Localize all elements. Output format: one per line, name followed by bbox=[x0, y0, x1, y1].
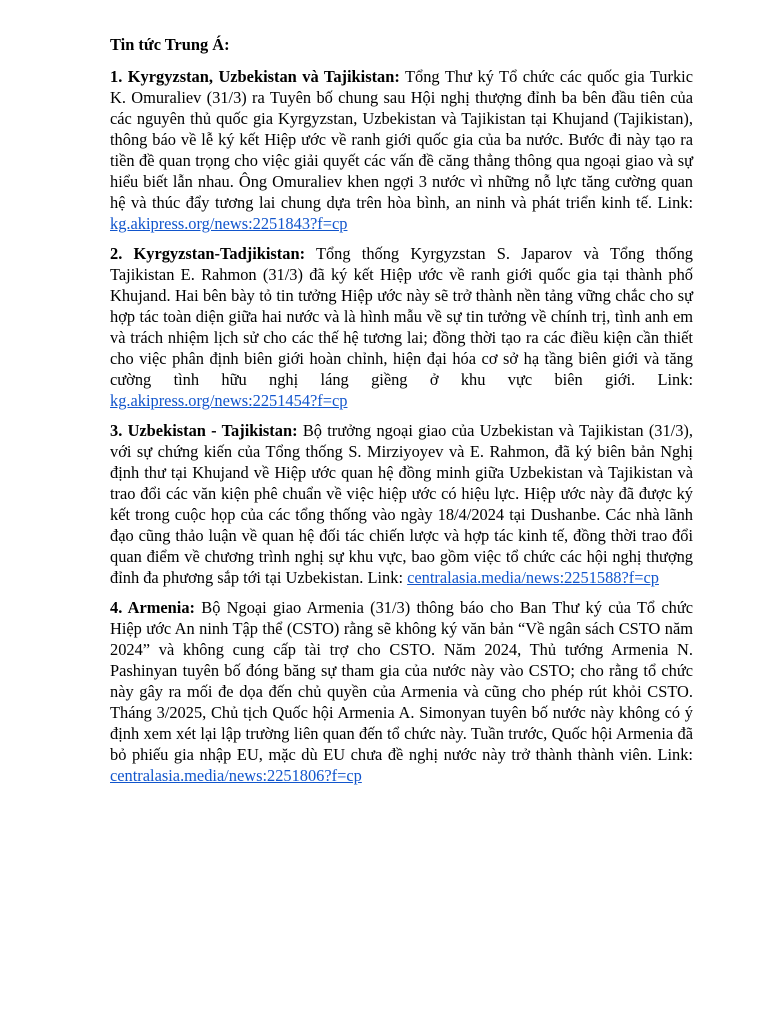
news-source-link[interactable]: centralasia.media/news:2251806?f=cp bbox=[110, 766, 362, 785]
news-item-3 bbox=[110, 420, 693, 588]
news-item-title: 4. Armenia: bbox=[110, 598, 196, 617]
news-source-link[interactable]: kg.akipress.org/news:2251843?f=cp bbox=[110, 214, 348, 233]
news-item-body: Bộ Ngoại giao Armenia (31/3) thông báo cho Ban Thư ký của Tổ chức Hiệp ước An ninh Tập thể (CSTO) rằng sẽ không ký văn bản “Về ngân sách CSTO năm 2024” và không cung cấp tài trợ cho CSTO. Năm 2024, Thủ tướng Armenia N. Pashinyan tuyên bố đóng băng sự tham gia của nước này vào CSTO; cho rằng tổ chức này gây ra mối đe dọa đến chủ quyền của Armenia và cũng cho phép rút khỏi CSTO. Tháng 3/2025, Chủ tịch Quốc hội Armenia A. Simonyan tuyên bố nước này không có ý định xem xét lại lập trường liên quan đến tổ chức này. Tuần trước, Quốc hội Armenia đã bỏ phiếu gia nhập EU, mặc dù EU chưa đề nghị nước này trở thành thành viên. bbox=[110, 598, 693, 764]
news-source-link[interactable]: kg.akipress.org/news:2251454?f=cp bbox=[110, 391, 348, 410]
news-item-2 bbox=[110, 243, 693, 411]
news-item-title: 1. Kyrgyzstan, Uzbekistan và Tajikistan: bbox=[110, 67, 400, 86]
document-heading: Tin tức Trung Á: bbox=[110, 35, 230, 54]
news-item-body: Tổng Thư ký Tổ chức các quốc gia Turkic K. Omuraliev (31/3) ra Tuyên bố chung sau Hội nghị thượng đỉnh ba bên đầu tiên của các nguyên thủ quốc gia Kyrgyzstan, Uzbekistan và Tajikistan tại Khujand (Tajikistan), thông báo về lễ ký kết Hiệp ước về ranh giới quốc gia của ba nước. Bước đi này tạo ra tiền đề quan trọng cho việc giải quyết các vấn đề căng thẳng thông qua ngoại giao và sự hiểu biết lẫn nhau. Ông Omuraliev khen ngợi 3 nước vì những nỗ lực tăng cường quan hệ và thúc đẩy tương lai chung dựa trên hòa bình, an ninh và phát triển kinh tế. bbox=[110, 67, 693, 212]
link-label: Link: bbox=[657, 370, 693, 389]
news-item-body: Bộ trưởng ngoại giao của Uzbekistan và Tajikistan (31/3), với sự chứng kiến của Tổng thống S. Mirziyoyev và E. Rahmon, đã ký biên bản Nghị định thư tại Khujand về Hiệp ước quan hệ đồng minh giữa Uzbekistan và Tajikistan và trao đổi các văn kiện phê chuẩn về việc hiệp ước có hiệu lực. Hiệp ước này đã được ký kết trong cuộc họp của các tổng thống vào ngày 18/4/2024 tại Dushanbe. Các nhà lãnh đạo cũng thảo luận về quan hệ đối tác chiến lược và hợp tác kinh tế, đồng thời trao đổi quan điểm về chương trình nghị sự khu vực, bao gồm việc tổ chức các hội nghị thượng đỉnh đa phương sắp tới tại Uzbekistan. bbox=[110, 421, 693, 587]
document-page bbox=[110, 34, 693, 795]
news-item-1 bbox=[110, 66, 693, 234]
news-item-body: Tổng thống Kyrgyzstan S. Japarov và Tổng thống Tajikistan E. Rahmon (31/3) đã ký kết Hiệp ước về ranh giới quốc gia tại thành phố Khujand. Hai bên bày tỏ tin tưởng Hiệp ước này sẽ trở thành nền tảng vững chắc cho sự hợp tác toàn diện giữa hai nước và là hình mẫu về sự tin tưởng về chính trị, tình anh em và trách nhiệm lịch sử cho các thế hệ tương lai; đồng thời tạo ra các điều kiện cần thiết cho việc phân định biên giới hoàn chỉnh, hiện đại hóa cơ sở hạ tầng biên giới và tăng cường tình hữu nghị láng giềng ở khu vực biên giới. bbox=[110, 244, 693, 389]
link-label: Link: bbox=[657, 193, 694, 212]
link-label: Link: bbox=[657, 745, 693, 764]
news-item-4 bbox=[110, 597, 693, 786]
news-item-title: 3. Uzbekistan - Tajikistan: bbox=[110, 421, 298, 440]
link-label: Link: bbox=[367, 568, 403, 587]
news-source-link[interactable]: centralasia.media/news:2251588?f=cp bbox=[407, 568, 659, 587]
news-item-title: 2. Kyrgyzstan-Tadjikistan: bbox=[110, 244, 306, 263]
